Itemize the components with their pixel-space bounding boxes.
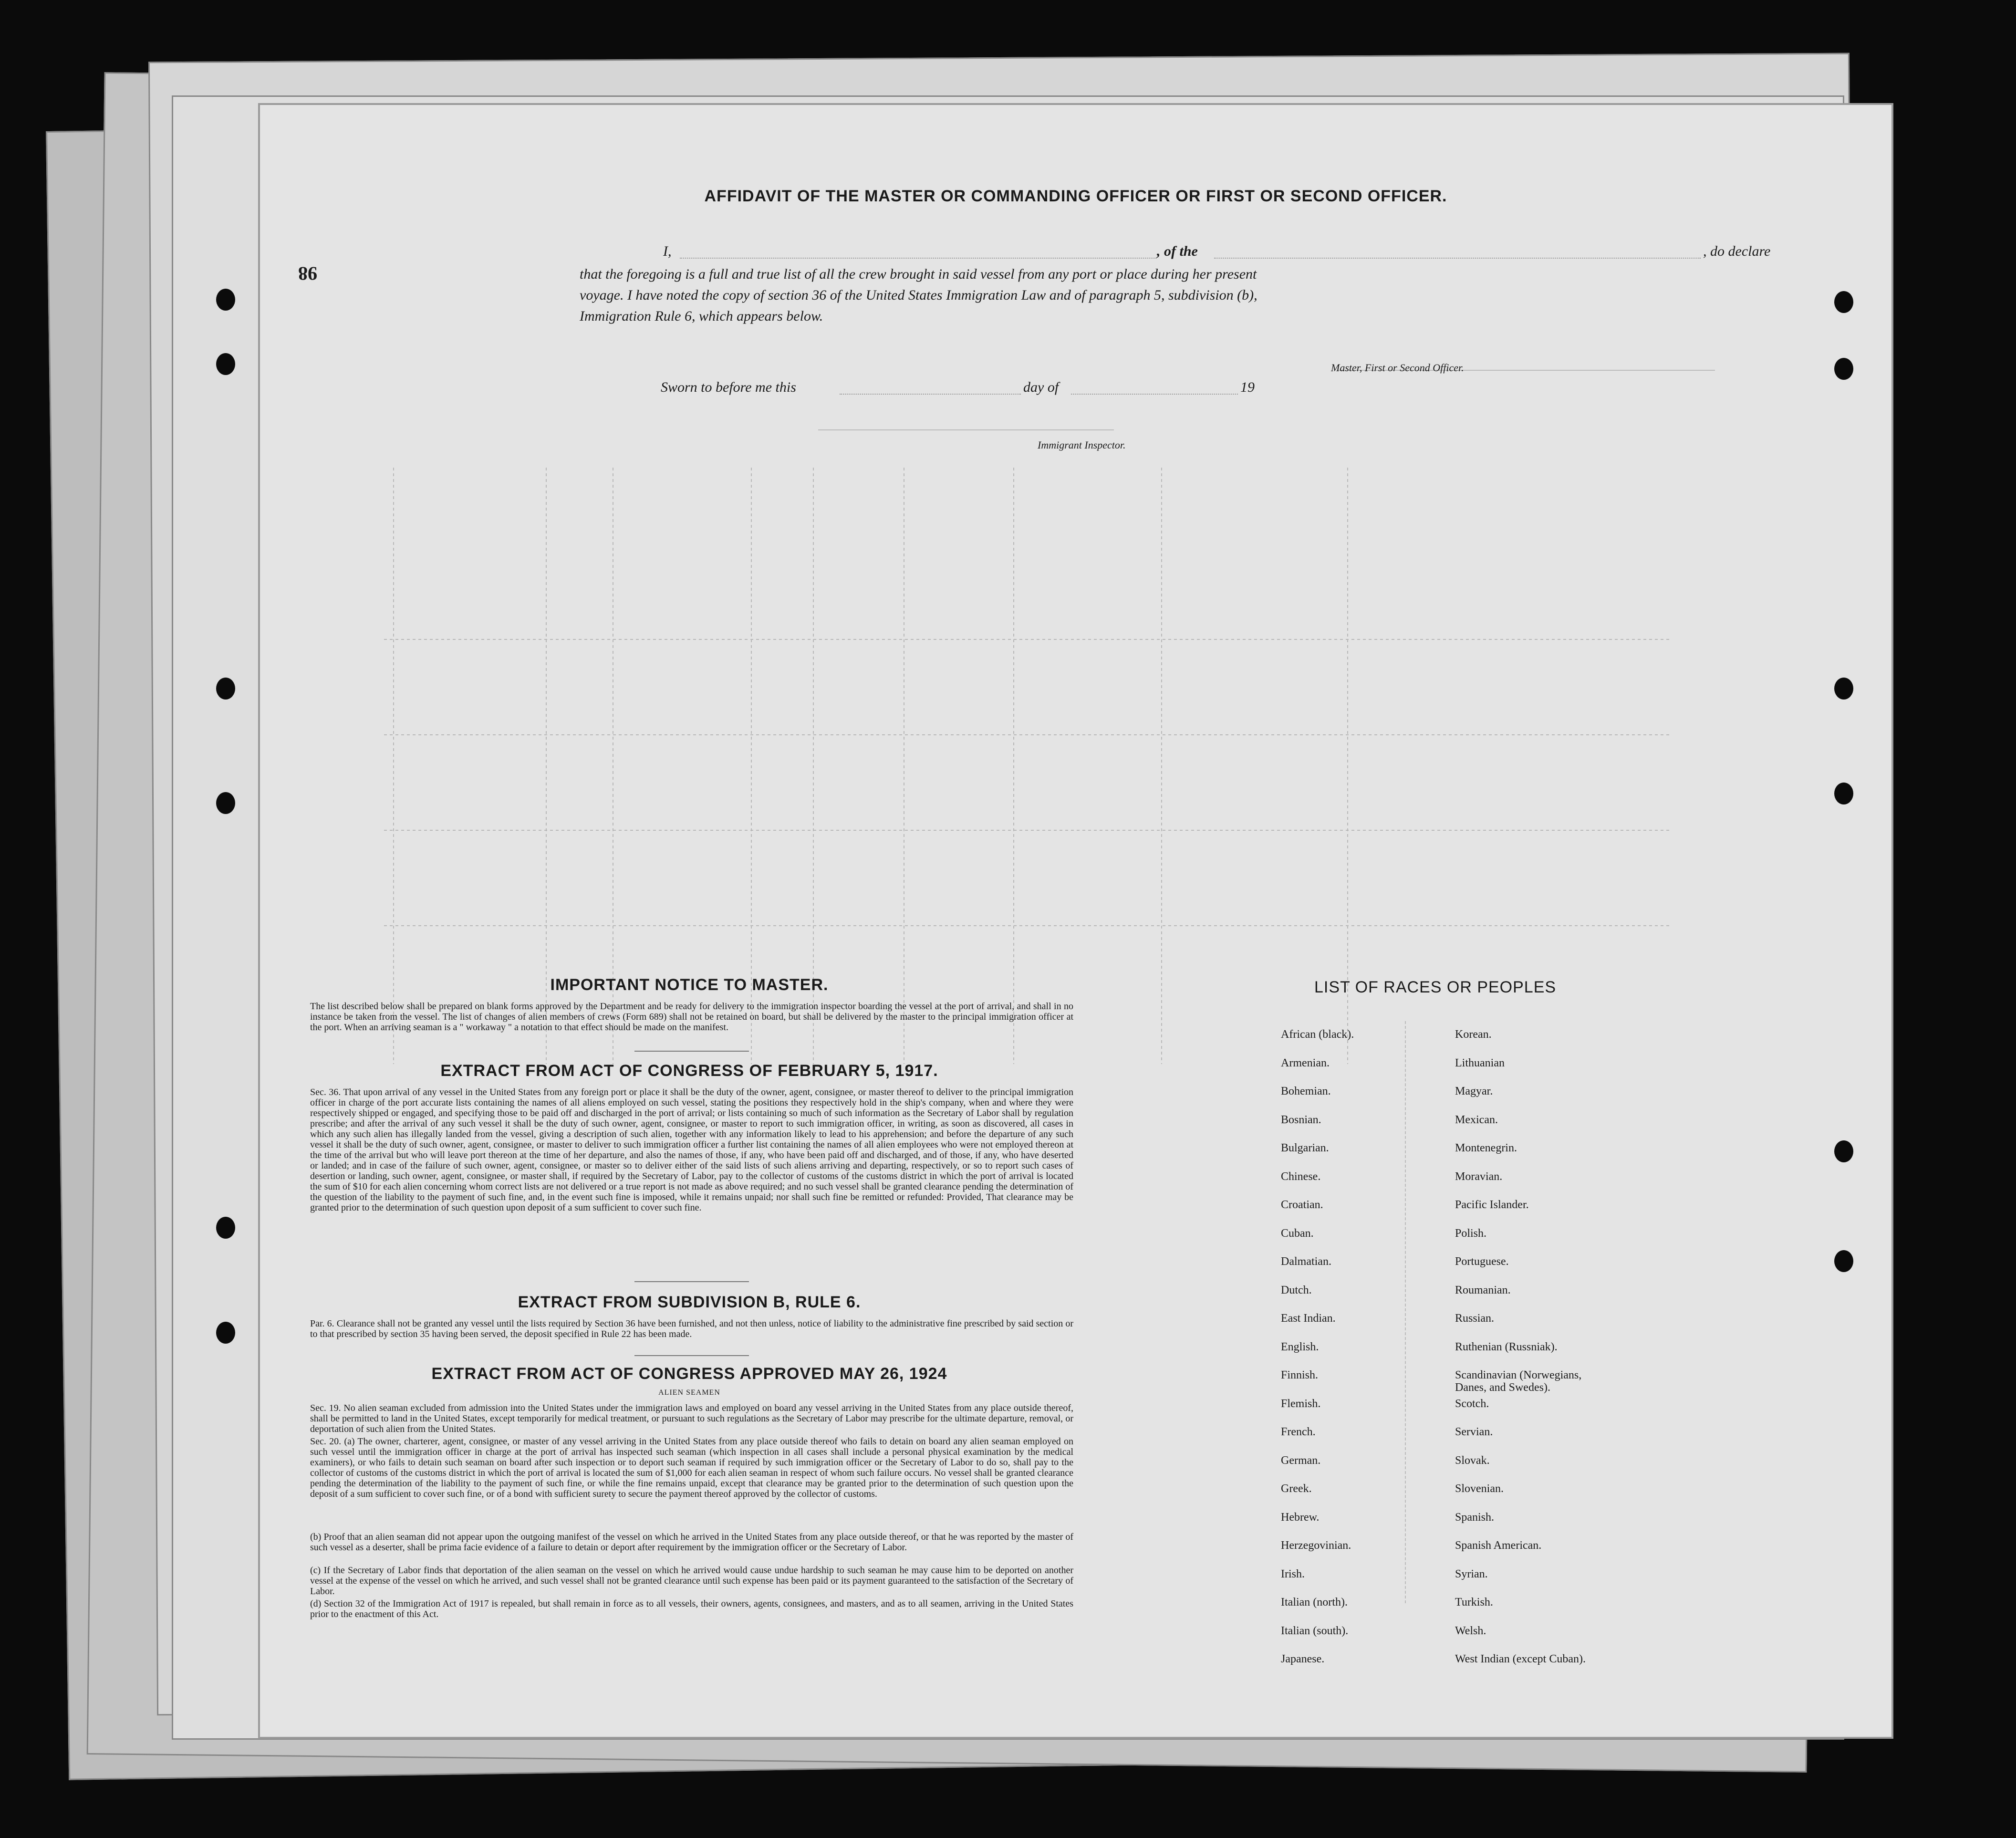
race-item: Welsh. bbox=[1455, 1624, 1486, 1637]
race-item: Montenegrin. bbox=[1455, 1142, 1517, 1154]
sworn-day-of: day of bbox=[1023, 379, 1059, 395]
race-item: Korean. bbox=[1455, 1028, 1492, 1041]
sworn-month-blank bbox=[1071, 394, 1238, 395]
extract-1924-sec19: Sec. 19. No alien seaman excluded from admission into the United States under the immigration laws and employed on board any vessel arriving in the United States from any place outside thereof, shall be permitted to land in the United States, except temporarily for medical treatment, or pursuant to such regulations as the Secretary of Labor may prescribe for the ultimate departure, removal, or deportation of such alien from the United States. bbox=[310, 1403, 1073, 1434]
extract-1924-sec20a: Sec. 20. (a) The owner, charterer, agent, consignee, or master of any vessel arriving in the United States from any place outside thereof who fails to detain on board any alien seaman employed on such vessel until the immigration officer in charge at the port of arrival has inspected such seaman (which inspection in all cases shall include a personal physical examination by the medical examiners), or who fails to detain such seaman on board after such inspection or to deport such seaman if required by such immigration officer or the Secretary of Labor to do so, shall pay to the collector of customs of the customs district in which the port of arrival is located the sum of $1,000 for each alien seaman in respect of whom such failure occurs. No vessel shall be granted clearance pending the determination of the liability to the payment of such fine, or while the fine remains unpaid, except that clearance may be granted prior to the determination of such question upon the deposit of a sum sufficient to cover such fine, or of a bond with sufficient surety to secure the payment thereof approved by the collector of customs. bbox=[310, 1436, 1073, 1499]
race-item: Italian (north). bbox=[1281, 1596, 1348, 1608]
punch-hole bbox=[216, 792, 235, 814]
race-item: Turkish. bbox=[1455, 1596, 1493, 1608]
race-item: Greek. bbox=[1281, 1483, 1312, 1495]
officer-caption: Master, First or Second Officer. bbox=[1331, 362, 1464, 374]
affidavit-line4: Immigration Rule 6, which appears below. bbox=[580, 308, 823, 324]
race-item: Herzegovinian. bbox=[1281, 1539, 1351, 1552]
extract-1924-sec20d: (d) Section 32 of the Immigration Act of 1917 is repealed, but shall remain in force as to all vessels, their owners, agents, consignees, and masters, and as to all seamen, arriving in the United States prior to the enactment of this Act. bbox=[310, 1598, 1073, 1619]
vessel-blank bbox=[1214, 258, 1701, 259]
divider bbox=[634, 1051, 749, 1052]
race-item: Magyar. bbox=[1455, 1085, 1493, 1097]
sworn-text: Sworn to before me this bbox=[661, 379, 796, 395]
margin-mark: 98 bbox=[298, 263, 317, 284]
race-item: Scandinavian (Norwegians, Danes, and Swedes). bbox=[1455, 1369, 1582, 1394]
race-item: Pacific Islander. bbox=[1455, 1199, 1529, 1211]
race-item: Bulgarian. bbox=[1281, 1142, 1329, 1154]
punch-hole bbox=[1834, 358, 1853, 380]
race-item: Cuban. bbox=[1281, 1227, 1314, 1240]
extract-1924-sec20c: (c) If the Secretary of Labor finds that deportation of the alien seaman on the vessel on which he arrived would cause undue hardship to such seaman he may cause him to be deported on another vessel at the expense of the vessel on which he arrived, and such vessel shall not be granted clearance until such expense has been paid or its payment guaranteed to the satisfaction of the Secretary of Labor. bbox=[310, 1565, 1073, 1597]
divider bbox=[634, 1355, 749, 1356]
punch-hole bbox=[1834, 1140, 1853, 1162]
race-item: French. bbox=[1281, 1426, 1316, 1438]
extract-1924-sec20b: (b) Proof that an alien seaman did not appear upon the outgoing manifest of the vessel on which he arrived in the United States from any place outside thereof, or that he was reported by the master of such vessel as a deserter, shall be prima facie evidence of a failure to detain or deport after requirement by the immigration officer or the Secretary of Labor. bbox=[310, 1532, 1073, 1553]
notice-body: The list described below shall be prepared on blank forms approved by the Department and be ready for delivery to the immigration inspector boarding the vessel at the port of arrival, and shall in no instance be taken from the vessel. The list of changes of alien members of crews (Form 689) shall not be retained on board, but shall be delivered by the master to the principal immigration officer at the port. When an arriving seaman is a " workaway " a notation to that effect should be made on the manifest. bbox=[310, 1001, 1073, 1033]
race-item: English. bbox=[1281, 1340, 1319, 1353]
race-item: Moravian. bbox=[1455, 1170, 1503, 1183]
race-item: Slovak. bbox=[1455, 1454, 1490, 1467]
race-item: Croatian. bbox=[1281, 1199, 1323, 1211]
race-item: Irish. bbox=[1281, 1567, 1305, 1580]
punch-hole bbox=[1834, 1250, 1853, 1272]
punch-hole bbox=[216, 1322, 235, 1344]
extract-rule6-heading: EXTRACT FROM SUBDIVISION B, RULE 6. bbox=[518, 1293, 861, 1311]
sworn-year: 19 bbox=[1240, 379, 1255, 395]
punch-hole bbox=[216, 289, 235, 311]
race-item: German. bbox=[1281, 1454, 1321, 1467]
race-item: Roumanian. bbox=[1455, 1284, 1511, 1296]
race-item: Japanese. bbox=[1281, 1653, 1325, 1665]
race-item: Russian. bbox=[1455, 1312, 1495, 1325]
extract-1917-heading: EXTRACT FROM ACT OF CONGRESS OF FEBRUARY 5, 1917. bbox=[440, 1062, 938, 1080]
sworn-day-blank bbox=[840, 394, 1021, 395]
name-blank bbox=[680, 258, 1157, 259]
race-item: Chinese. bbox=[1281, 1170, 1321, 1183]
divider bbox=[634, 1281, 749, 1282]
extract-1924-heading: EXTRACT FROM ACT OF CONGRESS APPROVED MAY 26, 1924 bbox=[431, 1365, 947, 1383]
race-item: East Indian. bbox=[1281, 1312, 1336, 1325]
race-item: Slovenian. bbox=[1455, 1483, 1504, 1495]
punch-hole bbox=[216, 1217, 235, 1239]
race-item: Dalmatian. bbox=[1281, 1255, 1331, 1268]
race-item: Hebrew. bbox=[1281, 1511, 1320, 1524]
notice-heading: IMPORTANT NOTICE TO MASTER. bbox=[550, 976, 829, 994]
races-left-column bbox=[1281, 1028, 1424, 1681]
race-item: Servian. bbox=[1455, 1426, 1493, 1438]
punch-hole bbox=[216, 353, 235, 375]
race-item: African (black). bbox=[1281, 1028, 1354, 1041]
inspector-signature-line bbox=[818, 429, 1114, 430]
race-item: Syrian. bbox=[1455, 1567, 1488, 1580]
affidavit-line2: that the foregoing is a full and true list of all the crew brought in said vessel from any port or place during her present bbox=[580, 266, 1257, 282]
race-item: Armenian. bbox=[1281, 1056, 1330, 1069]
race-item: Finnish. bbox=[1281, 1369, 1319, 1381]
race-item: Italian (south). bbox=[1281, 1624, 1349, 1637]
punch-hole bbox=[1834, 291, 1853, 313]
race-item: West Indian (except Cuban). bbox=[1455, 1653, 1586, 1665]
inspector-caption: Immigrant Inspector. bbox=[1038, 439, 1126, 451]
race-item: Spanish American. bbox=[1455, 1539, 1542, 1552]
race-item: Flemish. bbox=[1281, 1397, 1321, 1410]
document-page bbox=[260, 105, 1891, 1737]
race-item: Portuguese. bbox=[1455, 1255, 1509, 1268]
race-item: Spanish. bbox=[1455, 1511, 1495, 1524]
affidavit-line1-start: I, bbox=[663, 243, 672, 259]
extract-rule6-body: Par. 6. Clearance shall not be granted any vessel until the lists required by Section 36 have been furnished, and not then unless, notice of liability to the administrative fine prescribed by said section or to that prescribed by section 35 having been served, the deposit specified in Rule 22 has been made. bbox=[310, 1318, 1073, 1339]
faint-crew-list-grid bbox=[384, 468, 1672, 1064]
extract-1917-body: Sec. 36. That upon arrival of any vessel in the United States from any foreign port or place it shall be the duty of the owner, agent, consignee, or master thereof to deliver to the principal immigration officer in charge of the port accurate lists containing the names of all aliens employed on such vessel, stating the positions they respectively hold in the ship's company, when and where they were respectively shipped or engaged, and specifying those to be paid off and discharged in the port of arrival; or lists containing so much of such information as the Secretary of Labor shall by regulation prescribe; and after the arrival of any such vessel it shall be the duty of such owner, agent, consignee, or master to report to such immigration officer, in writing, as soon as discovered, all cases in which any such alien has illegally landed from the vessel, giving a description of such alien, together with any information likely to lead to his apprehension; and before the departure of any such vessel it shall be the duty of such owner, agent, consignee, or master to deliver to such immigration officer a further list containing the names of all alien employees who were not employed thereon at the time of the arrival but who will leave port thereon at the time of her departure, and also the names of those, if any, who have been paid off and discharged, and of those, if any, who have deserted or landed; and in case of the failure of such owner, agent, consignee, or master so to deliver either of the said lists of such aliens arriving and departing, respectively, or so to report such cases of desertion or landing, such owner, agent, consignee, or master shall, if required by the Secretary of Labor, pay to the collector of customs of the customs district in which the port of arrival is located the sum of $10 for each alien concerning whom correct lists are not delivered or a true report is not made as above required; and no such vessel shall be granted clearance pending the determination of the question of the liability to the payment of such fine, and, in the event such fine is imposed, while it remains unpaid; nor shall such fine be remitted or refunded: Provided, That clearance may be granted prior to the determination of such question upon deposit of a sum sufficient to cover such fine. bbox=[310, 1087, 1073, 1213]
race-item: Polish. bbox=[1455, 1227, 1487, 1240]
race-item: Ruthenian (Russniak). bbox=[1455, 1340, 1558, 1353]
races-right-column bbox=[1455, 1028, 1674, 1681]
race-item: Bohemian. bbox=[1281, 1085, 1331, 1097]
affidavit-line1-mid: , of the bbox=[1157, 243, 1198, 259]
affidavit-line3: voyage. I have noted the copy of section 36 of the United States Immigration Law and of paragraph 5, subdivision (b), bbox=[580, 287, 1257, 303]
race-item: Bosnian. bbox=[1281, 1113, 1321, 1126]
races-heading: LIST OF RACES OR PEOPLES bbox=[1314, 978, 1557, 996]
punch-hole bbox=[1834, 783, 1853, 804]
race-item: Lithuanian bbox=[1455, 1056, 1505, 1069]
affidavit-line1-end: , do declare bbox=[1703, 243, 1771, 259]
race-item: Scotch. bbox=[1455, 1397, 1489, 1410]
punch-hole bbox=[1834, 678, 1853, 700]
race-item: Dutch. bbox=[1281, 1284, 1312, 1296]
punch-hole bbox=[216, 678, 235, 700]
race-item: Mexican. bbox=[1455, 1113, 1498, 1126]
affidavit-heading: AFFIDAVIT OF THE MASTER OR COMMANDING OFFICER OR FIRST OR SECOND OFFICER. bbox=[704, 187, 1447, 205]
extract-1924-subheading: ALIEN SEAMEN bbox=[658, 1389, 720, 1397]
